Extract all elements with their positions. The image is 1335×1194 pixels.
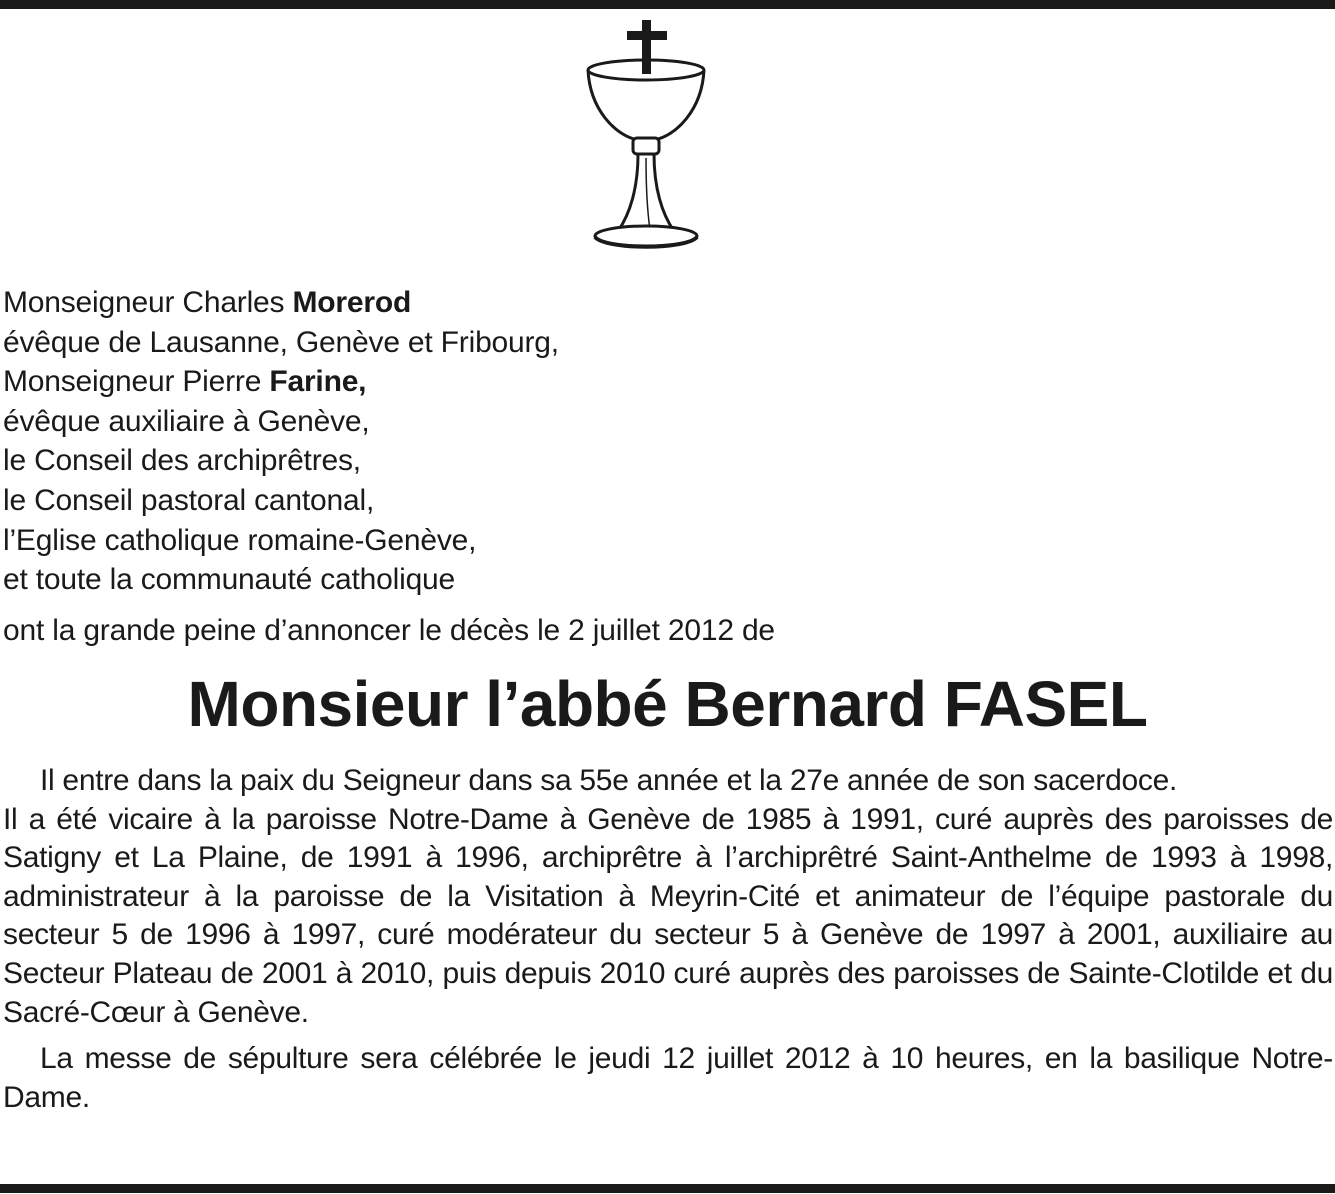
- paragraph-funeral-mass: La messe de sépulture sera célébrée le jeudi 12 juillet 2012 à 10 heures, en la basilique Notre-Dame.: [3, 1042, 1333, 1114]
- mourner-line: le Conseil des archiprêtres,: [3, 444, 361, 478]
- mourner-line: Monseigneur Charles Morerod: [3, 286, 412, 319]
- paragraph-age: Il entre dans la paix du Seigneur dans sa 55e année et la 27e année de son sacerdoce.: [40, 764, 1178, 797]
- mourner-line: évêque de Lausanne, Genève et Fribourg,: [3, 325, 559, 359]
- announcement-line: ont la grande peine d’annoncer le décès le 2 juillet 2012 de: [3, 614, 775, 647]
- bishop-surname: Morerod: [292, 286, 412, 319]
- chalice-with-cross-icon: [578, 18, 714, 256]
- deceased-name-heading: Monsieur l’abbé Bernard FASEL: [187, 668, 1148, 740]
- top-border-rule: [0, 0, 1335, 9]
- mourner-line: l’Eglise catholique romaine-Genève,: [3, 523, 477, 557]
- paragraph-career: Il a été vicaire à la paroisse Notre-Dame à Genève de 1985 à 1991, curé auprès des paroisses de Satigny et La Plaine, de 1991 à 1996, archiprêtre à l’archiprêtré Saint-Anthelme de 1993 à 1998, administrateur à la paroisse de la Visitation à Meyrin-Cité et animateur de l’équipe pastorale du secteur 5 de 1996 à 1997, curé modérateur du secteur 5 à Genève de 1997 à 2001, auxiliaire au Secteur Plateau de 2001 à 2010, puis depuis 2010 curé auprès des paroisses de Sainte-Clotilde et du Sacré-Cœur à Genève.: [3, 802, 1333, 1029]
- bottom-border-rule: [0, 1184, 1335, 1193]
- obituary-body: [3, 762, 1333, 1117]
- mourner-line: et toute la communauté catholique: [3, 563, 456, 597]
- auxiliary-bishop-surname: Farine,: [269, 365, 367, 399]
- mourner-line: le Conseil pastoral cantonal,: [3, 483, 375, 517]
- mourner-line: évêque auxiliaire à Genève,: [3, 404, 370, 438]
- mourners-list: [3, 283, 559, 600]
- mourner-line: Monseigneur Pierre Farine,: [3, 365, 367, 399]
